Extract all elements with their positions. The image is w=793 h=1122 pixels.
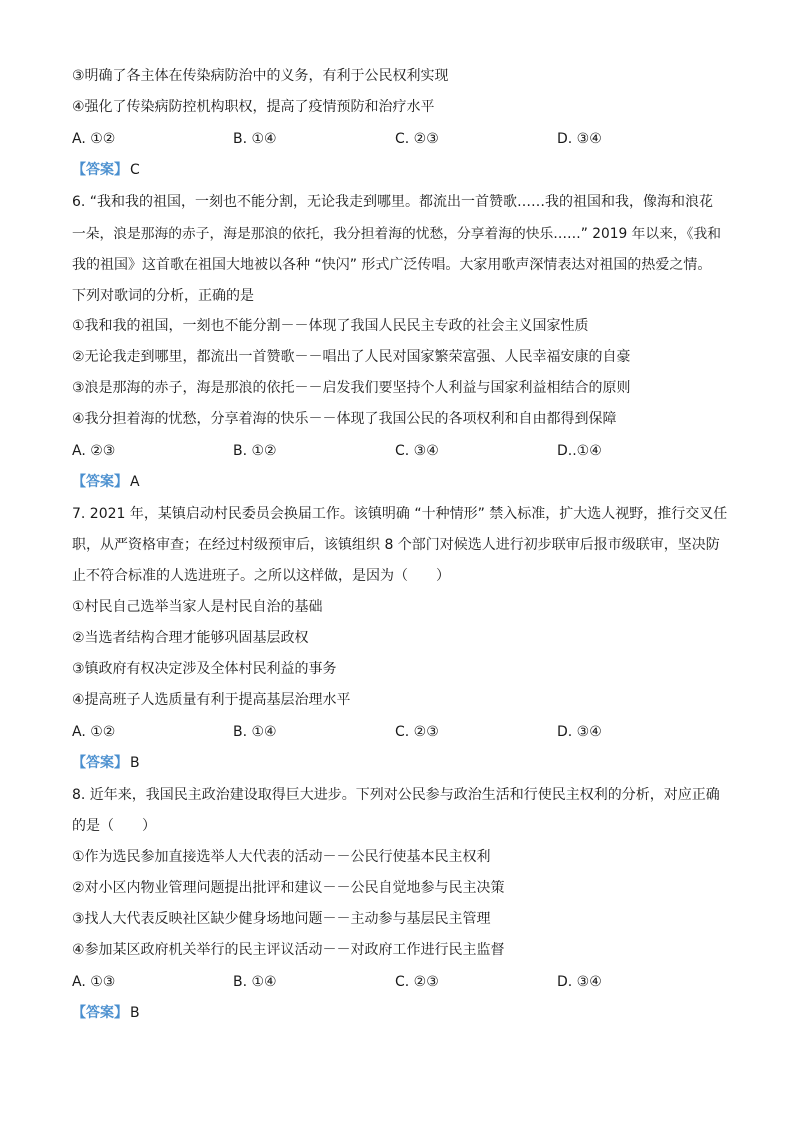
q7-stem-line-3: 止不符合标准的人选进班子。之所以这样做，是因为（ ）: [72, 568, 450, 584]
answer-label: 【答案】: [72, 1005, 128, 1021]
answer-value: B: [130, 755, 140, 771]
q7-stem-line-2: 职，从严资格审查；在经过村级预审后，该镇组织 8 个部门对候选人进行初步联审后报市级联审，坚决防: [72, 537, 720, 553]
q7-answer: [72, 753, 732, 773]
q6-stem-line-1: 6. “我和我的祖国，一刻也不能分割，无论我走到哪里。都流出一首赞歌……我的祖国和我，像海和浪花: [72, 194, 714, 210]
q6-statement-3: ③浪是那海的赤子，海是那浪的依托－－启发我们要坚持个人利益与国家利益相结合的原则: [72, 380, 631, 396]
answer-value: C: [130, 162, 140, 178]
q6-statement-2: ②无论我走到哪里，都流出一首赞歌－－唱出了人民对国家繁荣富强、人民幸福安康的自豪: [72, 349, 631, 365]
q5-option-a: A. ①②: [72, 131, 116, 147]
q6-stem-line-3: 我的祖国》这首歌在祖国大地被以各种 “快闪” 形式广泛传唱。大家用歌声深情表达对祖国的热爱之情。: [72, 257, 712, 273]
answer-label: 【答案】: [72, 755, 128, 771]
q6-stem-line-4: 下列对歌词的分析，正确的是: [72, 288, 254, 304]
q8-option-a: A. ①③: [72, 974, 116, 990]
q8-statement-4: ④参加某区政府机关举行的民主评议活动－－对政府工作进行民主监督: [72, 942, 505, 958]
q6-option-c: C. ③④: [395, 443, 439, 459]
q6-option-a: A. ②③: [72, 443, 116, 459]
q5-answer: [72, 160, 732, 180]
q7-statement-2: ②当选者结构合理才能够巩固基层政权: [72, 630, 309, 646]
answer-label: 【答案】: [72, 162, 128, 178]
q6-stem-line-2: 一朵，浪是那海的赤子，海是那浪的依托，我分担着海的忧愁，分享着海的快乐……” 2019 年以来，《我和: [72, 226, 721, 242]
answer-value: B: [130, 1005, 140, 1021]
q8-answer: [72, 1003, 732, 1023]
q8-option-c: C. ②③: [395, 974, 439, 990]
q7-option-c: C. ②③: [395, 724, 439, 740]
q8-option-d: D. ③④: [557, 974, 602, 990]
q5-option-d: D. ③④: [557, 131, 602, 147]
q6-statement-4: ④我分担着海的忧愁，分享着海的快乐－－体现了我国公民的各项权利和自由都得到保障: [72, 411, 617, 427]
q7-option-d: D. ③④: [557, 724, 602, 740]
q6-statement-1: ①我和我的祖国，一刻也不能分割－－体现了我国人民民主专政的社会主义国家性质: [72, 318, 589, 334]
q7-stem-line-1: 7. 2021 年，某镇启动村民委员会换届工作。该镇明确 “十种情形” 禁入标准，扩大选人视野，推行交叉任: [72, 506, 728, 522]
q8-statement-2: ②对小区内物业管理问题提出批评和建议－－公民自觉地参与民主决策: [72, 880, 505, 896]
q8-option-b: B. ①④: [233, 974, 277, 990]
q6-option-d: D..①④: [557, 443, 602, 459]
q8-statement-1: ①作为选民参加直接选举人大代表的活动－－公民行使基本民主权利: [72, 849, 491, 865]
q7-option-b: B. ①④: [233, 724, 277, 740]
q7-option-a: A. ①②: [72, 724, 116, 740]
q5-option-c: C. ②③: [395, 131, 439, 147]
q6-option-b: B. ①②: [233, 443, 277, 459]
answer-value: A: [130, 474, 140, 490]
q7-statement-4: ④提高班子人选质量有利于提高基层治理水平: [72, 692, 351, 708]
answer-label: 【答案】: [72, 474, 128, 490]
q7-statement-3: ③镇政府有权决定涉及全体村民利益的事务: [72, 661, 337, 677]
q6-answer: [72, 472, 732, 492]
q7-statement-1: ①村民自己选举当家人是村民自治的基础: [72, 599, 323, 615]
q5-statement-4: ④强化了传染病防控机构职权，提高了疫情预防和治疗水平: [72, 99, 435, 115]
q8-statement-3: ③找人大代表反映社区缺少健身场地问题－－主动参与基层民主管理: [72, 911, 491, 927]
q8-stem-line-1: 8. 近年来，我国民主政治建设取得巨大进步。下列对公民参与政治生活和行使民主权利的分析，对应正确: [72, 787, 720, 803]
q5-option-b: B. ①④: [233, 131, 277, 147]
q8-stem-line-2: 的是（ ）: [72, 818, 156, 834]
q5-statement-3: ③明确了各主体在传染病防治中的义务，有利于公民权利实现: [72, 68, 449, 84]
